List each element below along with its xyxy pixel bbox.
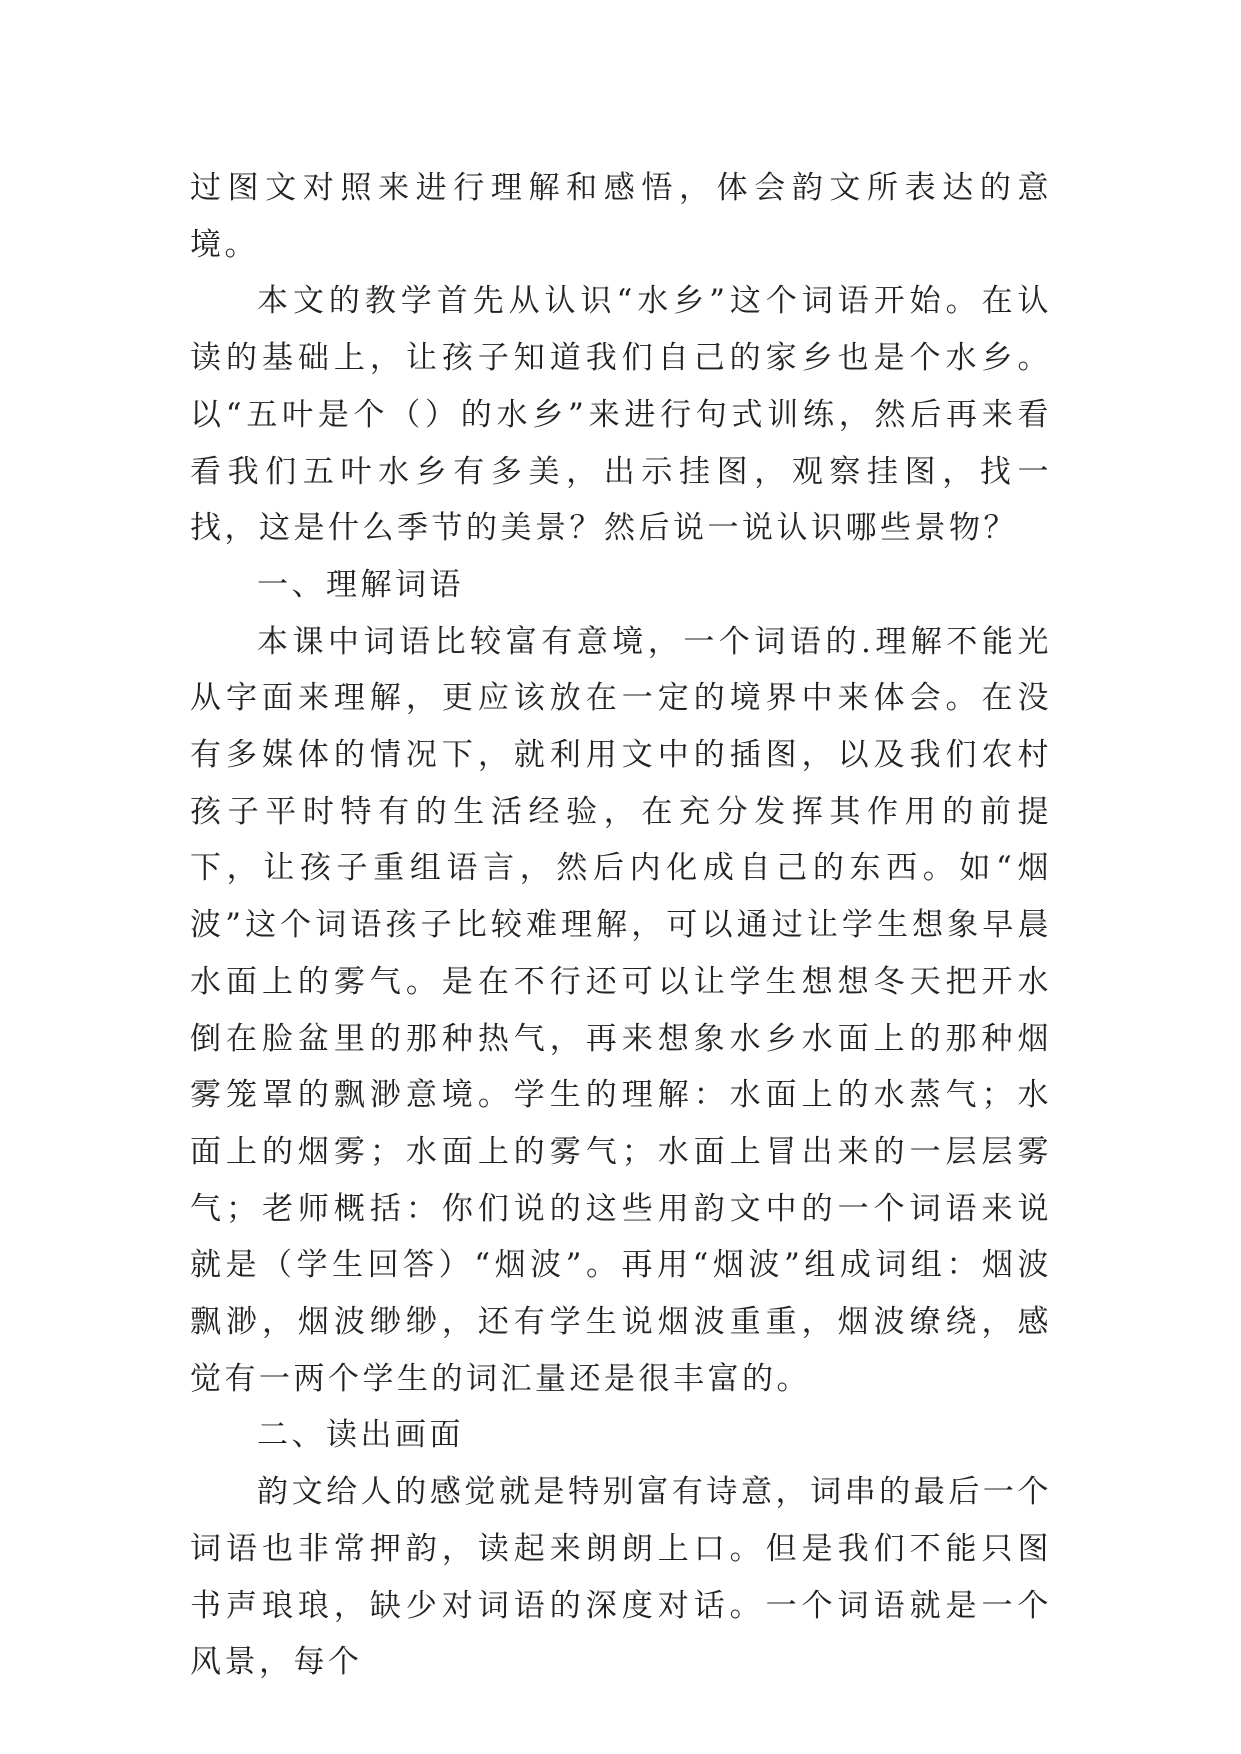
paragraph-continuation: 过图文对照来进行理解和感悟，体会韵文所表达的意境。 <box>190 170 1052 263</box>
paragraph-understand-words: 本课中词语比较富有意境，一个词语的.理解不能光从字面来理解，更应该放在一定的境界中来体会。在没有多媒体的情况下，就利用文中的插图，以及我们农村孩子平时特有的生活经验，在充分发挥其作用的前提下，让孩子重组语言，然后内化成自己的东西。如“烟波”这个词语孩子比较难理解，可以通过让学生想象早晨水面上的雾气。是在不行还可以让学生想想冬天把开水倒在脸盆里的那种热气，再来想象水乡水面上的那种烟雾笼罩的飘渺意境。学生的理解：水面上的水蒸气；水面上的烟雾；水面上的雾气；水面上冒出来的一层层雾气；老师概括：你们说的这些用韵文中的一个词语来说就是（学生回答）“烟波”。再用“烟波”组成词组：烟波飘渺，烟波缈缈，还有学生说烟波重重，烟波缭绕，感觉有一两个学生的词汇量还是很丰富的。 <box>190 623 1052 1397</box>
section-heading-understand-words: 一、理解词语 <box>257 566 464 603</box>
section-heading-read-picture: 二、读出画面 <box>257 1417 464 1454</box>
document-body <box>190 160 1052 1691</box>
paragraph-teaching-intro: 本文的教学首先从认识“水乡”这个词语开始。在认读的基础上，让孩子知道我们自己的家乡也是个水乡。以“五叶是个（）的水乡”来进行句式训练，然后再来看看我们五叶水乡有多美，出示挂图，观察挂图，找一找，这是什么季节的美景？然后说一说认识哪些景物？ <box>190 283 1052 547</box>
paragraph-read-picture: 韵文给人的感觉就是特别富有诗意，词串的最后一个词语也非常押韵，读起来朗朗上口。但是我们不能只图书声琅琅，缺少对词语的深度对话。一个词语就是一个风景，每个 <box>190 1474 1052 1681</box>
